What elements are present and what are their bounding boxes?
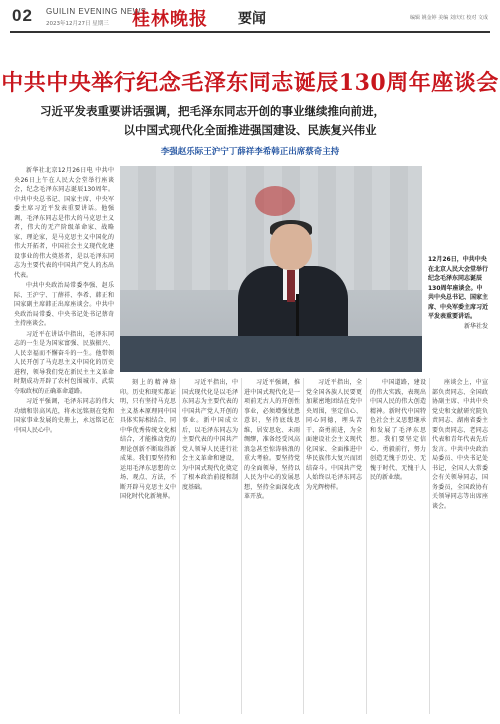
lead-paragraph: 中共中央政治局常委李强、赵乐际、王沪宁、丁薛祥、李希、韩正和国家副主席韩正出席座谈会。中共中央政治局常委、中央书记处书记蔡奇主持座谈会。: [14, 282, 114, 327]
header-divider: [10, 31, 490, 33]
photo-caption-text: 12月26日，中共中央在北京人民大会堂举行纪念毛泽东同志诞辰130周年座谈会。中共中央总书记、国家主席、中央军委主席习近平发表重要讲话。: [428, 256, 489, 320]
body-paragraph: 习近平指出，中国式现代化是以毛泽东同志为主要代表的中国共产党人开创的事业。新中国成立后，以毛泽东同志为主要代表的中国共产党人领导人民进行社会主义革命和建设，为中国式现代化奠定了根本政治前提和制度基础。: [182, 379, 238, 491]
photo-speaker-tie: [287, 270, 295, 302]
column-rule: [303, 378, 304, 714]
lead-paragraph: 习近平强调，毛泽东同志的伟大功绩和崇高风范，将永远铭刻在党和国家事业发展的史册上，永远铭记在中国人民心中。: [14, 398, 114, 434]
lead-column: [14, 166, 114, 718]
paper-name-english: GUILIN EVENING NEWS: [46, 7, 147, 16]
news-photo: [120, 166, 422, 372]
photo-podium: [120, 336, 422, 372]
lead-paragraph: 新华社北京12月26日电 中共中央26日上午在人民大会堂举行座谈会，纪念毛泽东同志诞辰130周年。中共中央总书记、国家主席、中央军委主席习近平发表重要讲话。他强调，毛泽东同志是伟大的马克思主义者，伟大的无产阶级革命家、战略家、理论家，是马克思主义中国化的伟大开拓者，中国社会主义现代化建设事业的伟大奠基者，是以毛泽东同志为主要代表的中国共产党人的杰出代表。: [14, 167, 114, 279]
column-rule: [241, 378, 242, 714]
body-column: [182, 378, 238, 718]
column-rule: [179, 378, 180, 714]
body-paragraph: 座谈会上，中宣部负责同志、全国政协副主席、中共中央党史和文献研究院负责同志、湖南省委主要负责同志、老同志代表和青年代表先后发言。中共中央政治局委员、中央书记处书记，全国人大常委会有关领导同志，国务委员，全国政协有关领导同志等出席座谈会。: [432, 379, 488, 510]
photo-credit: 新华社发: [463, 322, 488, 330]
headline: 中共中央举行纪念毛泽东同志诞辰130周年座谈会: [1, 70, 499, 96]
column-rule: [429, 378, 430, 714]
issue-date: 2023年12月27日 星期三: [46, 21, 109, 27]
body-column: [244, 378, 300, 718]
body-paragraph: 刻上的精神烙印。历史和现实都证明，只有坚持马克思主义基本原理同中国具体实际相结合、同中华优秀传统文化相结合，才能推动党的理论创新不断取得新成果。我们要坚持和运用毛泽东思想的立场、观点、方法，不断开辟马克思主义中国化时代化新境界。: [120, 379, 176, 500]
body-paragraph: 习近平强调，推进中国式现代化是一项前无古人的开创性事业，必须增强忧患意识，坚持底线思维，居安思危、未雨绸缪，准备经受风高浪急甚至惊涛骇浪的重大考验。要坚持党的全面领导，坚持以人民为中心的发展思想，坚持全面深化改革开放。: [244, 379, 300, 500]
photo-emblem: [255, 186, 295, 216]
byline: 李强赵乐际王沪宁丁薛祥李希韩正出席蔡奇主持: [160, 147, 340, 157]
body-paragraph: 习近平指出，全党全国各族人民要更加紧密地团结在党中央周围，坚定信心、同心同德，埋头苦干、奋勇前进，为全面建设社会主义现代化国家、全面推进中华民族伟大复兴而团结奋斗。中国共产党人始终以毛泽东同志为光辉榜样。: [306, 379, 362, 491]
lead-paragraph: 习近平在讲话中指出，毛泽东同志的一生是为国家富强、民族振兴、人民幸福而不懈奋斗的一生。他带领人民开创了马克思主义中国化的历史进程，领导我们党在新民主主义革命时期成功开辟了农村包围城市、武装夺取政权的正确革命道路。: [14, 330, 114, 395]
photo-caption: [428, 255, 488, 331]
photo-microphone: [296, 294, 299, 338]
section-title: 要闻: [238, 11, 266, 27]
body-paragraph: 中国道路，建设的伟大实践，表现出中国人民的伟大创造精神。新时代中国特色社会主义思想继承和发展了毛泽东思想。我们要坚定信心、勇毅前行，努力创造无愧于历史、无愧于时代、无愧于人民的新业绩。: [370, 379, 426, 481]
body-column: [370, 378, 426, 718]
body-column: [120, 378, 176, 718]
photo-speaker-head: [270, 224, 312, 270]
body-column: [306, 378, 362, 718]
newspaper-logo: 桂林晚报: [132, 9, 208, 30]
masthead: [0, 0, 500, 32]
body-column: [432, 378, 488, 718]
editor-credits: 编辑 姚金婷 美编 刘庆红 校对 文成: [410, 15, 488, 21]
page-number: 02: [12, 6, 33, 25]
subhead-line-1: 习近平发表重要讲话强调，把毛泽东同志开创的事业继续推向前进，: [40, 104, 385, 118]
subhead-line-2: 以中国式现代化全面推进强国建设、民族复兴伟业: [123, 123, 377, 137]
column-rule: [366, 378, 367, 714]
